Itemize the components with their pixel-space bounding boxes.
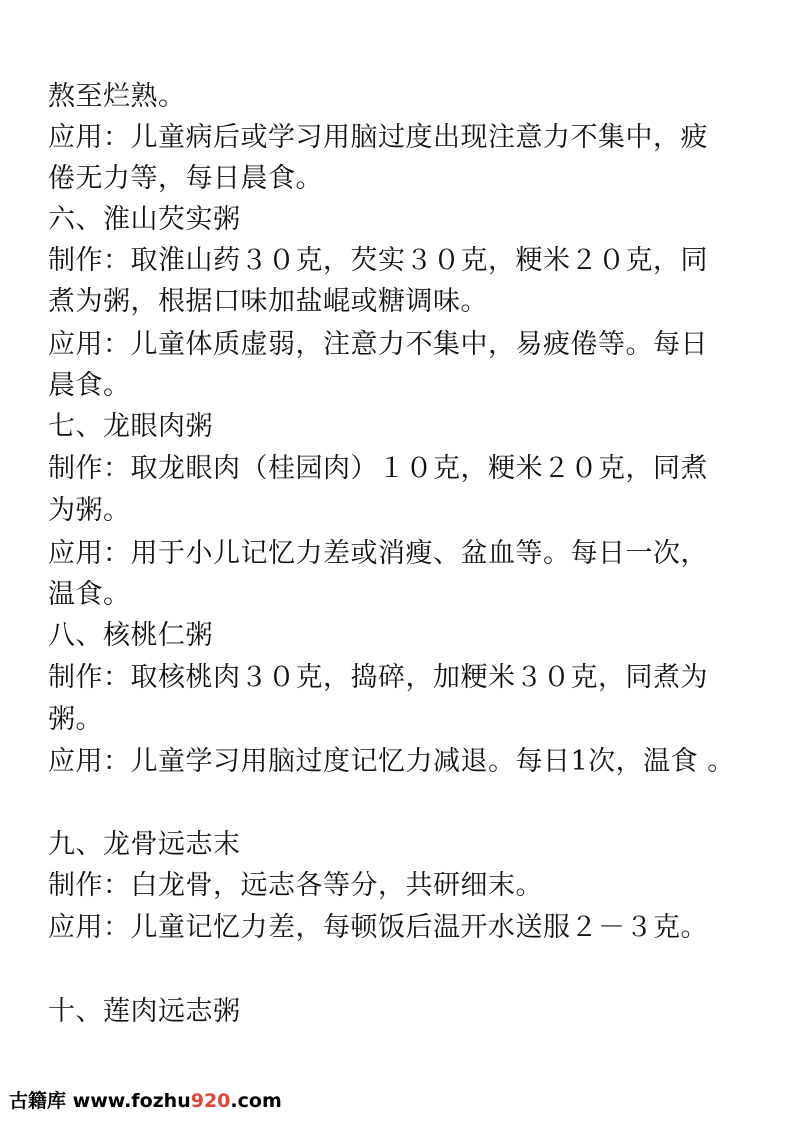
footer-site-name: 古籍库	[9, 1090, 67, 1112]
footer-url-number: 920	[190, 1090, 231, 1112]
footer-url	[73, 1090, 282, 1112]
section-heading: 十、莲肉远志粥	[48, 996, 241, 1027]
section-heading: 八、核桃仁粥	[48, 620, 213, 651]
text-line: 制作：取淮山药３０克，芡实３０克，粳米２０克，同	[48, 245, 708, 276]
text-line: 应用：儿童学习用脑过度记忆力减退。每日1次，温食 。	[48, 746, 735, 777]
text-line: 熬至烂熟。	[48, 81, 186, 112]
text-line: 为粥。	[48, 495, 131, 526]
footer-url-prefix: www.fozhu	[72, 1090, 191, 1112]
text-line: 制作：取核桃肉３０克，捣碎，加粳米３０克，同煮为	[48, 662, 708, 693]
text-line: 应用：儿童记忆力差，每顿饭后温开水送服２－３克。	[48, 912, 708, 943]
text-line: 制作：取龙眼肉（桂园肉）１０克，粳米２０克，同煮	[48, 453, 708, 484]
section-heading: 七、龙眼肉粥	[48, 411, 213, 442]
text-line: 粥。	[48, 704, 103, 735]
text-line: 煮为粥，根据口味加盐崐或糖调味。	[48, 286, 488, 317]
text-line: 倦无力等，每日晨食。	[48, 163, 323, 194]
text-line: 制作：白龙骨，远志各等分，共研细末。	[48, 870, 543, 901]
footer-url-suffix: .com	[230, 1090, 282, 1112]
section-heading: 九、龙骨远志末	[48, 829, 241, 860]
text-line: 温食。	[48, 579, 131, 610]
text-line: 应用：儿童病后或学习用脑过度出现注意力不集中，疲	[48, 122, 708, 153]
text-line: 应用：用于小儿记忆力差或消瘦、盆血等。每日一次，	[48, 538, 708, 569]
text-line: 应用：儿童体质虚弱，注意力不集中，易疲倦等。每日	[48, 329, 708, 360]
text-line: 晨食。	[48, 370, 131, 401]
footer-watermark	[9, 1086, 282, 1113]
section-heading: 六、淮山芡实粥	[48, 204, 241, 235]
